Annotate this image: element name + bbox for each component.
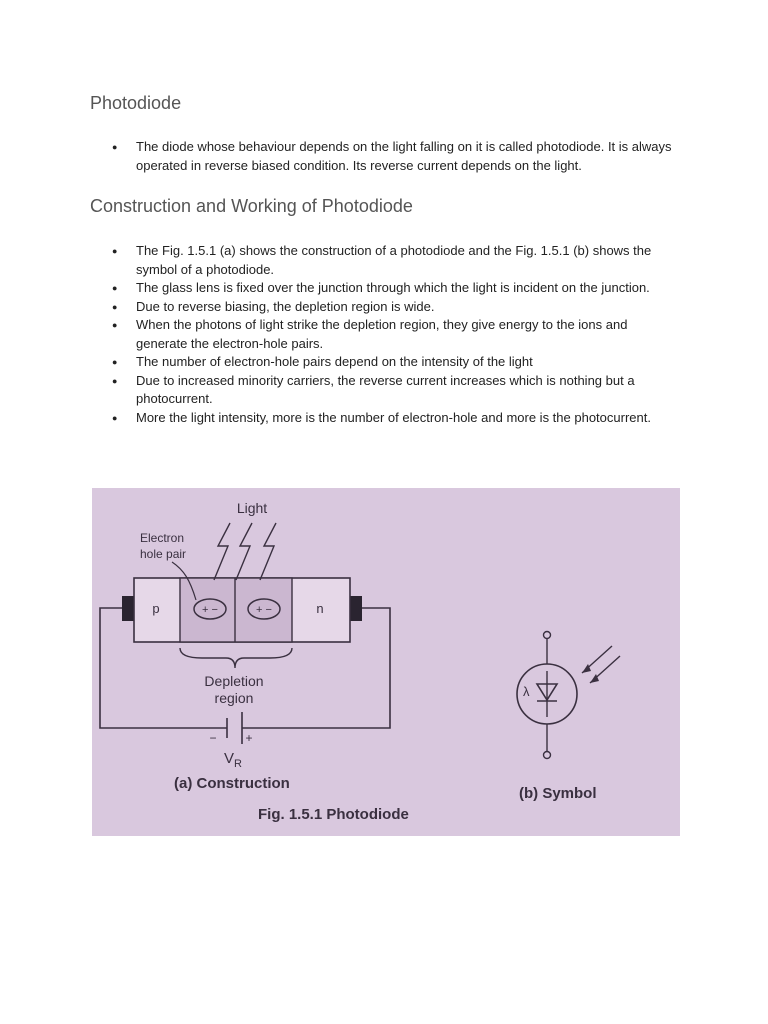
light-label: Light bbox=[236, 500, 268, 516]
list-item: ● When the photons of light strike the depletion region, they give energy to the ions and generate the electron-hole pairs. bbox=[112, 316, 672, 353]
light-ray-2 bbox=[236, 523, 252, 580]
battery-plus-label: + bbox=[245, 731, 253, 745]
lambda-label: λ bbox=[523, 684, 530, 699]
photodiode-diagram bbox=[92, 488, 680, 836]
vr-label bbox=[224, 750, 242, 770]
depletion-brace bbox=[180, 648, 292, 668]
light-ray-1 bbox=[214, 523, 230, 580]
list-item: ● Due to reverse biasing, the depletion region is wide. bbox=[112, 298, 672, 317]
section-title-construction: Construction and Working of Photodiode bbox=[90, 196, 413, 216]
depletion-region bbox=[180, 578, 292, 642]
section-title-photodiode: Photodiode bbox=[90, 93, 182, 113]
electron-label-line1: Electron bbox=[140, 531, 185, 545]
vr-main: V bbox=[224, 750, 235, 767]
bullet-list-definition bbox=[112, 138, 672, 175]
pair-label-2: + − bbox=[256, 604, 272, 616]
symbol-terminal-top bbox=[544, 632, 551, 639]
light-ray-3 bbox=[260, 523, 276, 580]
symbol-terminal-bottom bbox=[544, 752, 551, 759]
list-item: ● The diode whose behaviour depends on the light falling on it is called photodiode. It is always operated in reverse biased condition. Its reverse current depends on the light. bbox=[112, 138, 672, 175]
figure-caption: Fig. 1.5.1 Photodiode bbox=[258, 806, 409, 823]
depletion-label-line1: Depletion bbox=[204, 673, 264, 689]
contact-right bbox=[350, 596, 362, 621]
photodiode-figure bbox=[92, 488, 680, 836]
construction-caption: (a) Construction bbox=[174, 775, 290, 792]
n-region-label: n bbox=[316, 601, 324, 616]
pair-label-1: + − bbox=[202, 604, 218, 616]
list-item: ● The glass lens is fixed over the junction through which the light is incident on the junction. bbox=[112, 279, 672, 298]
p-region-label: p bbox=[152, 601, 160, 616]
symbol-caption: (b) Symbol bbox=[519, 785, 597, 802]
list-item: ● Due to increased minority carriers, the reverse current increases which is nothing but a photocurrent. bbox=[112, 372, 672, 409]
battery-minus-label: − bbox=[209, 731, 217, 745]
contact-left bbox=[122, 596, 134, 621]
list-item: ● The Fig. 1.5.1 (a) shows the construction of a photodiode and the Fig. 1.5.1 (b) shows the symbol of a photodiode. bbox=[112, 242, 672, 279]
bullet-list-construction bbox=[112, 242, 672, 427]
list-item: ● More the light intensity, more is the number of electron-hole and more is the photocurrent. bbox=[112, 409, 672, 428]
vr-subscript: R bbox=[234, 758, 242, 770]
electron-label-line2: hole pair bbox=[140, 547, 187, 561]
list-item: ● The number of electron-hole pairs depend on the intensity of the light bbox=[112, 353, 672, 372]
depletion-label-line2: region bbox=[214, 690, 254, 706]
